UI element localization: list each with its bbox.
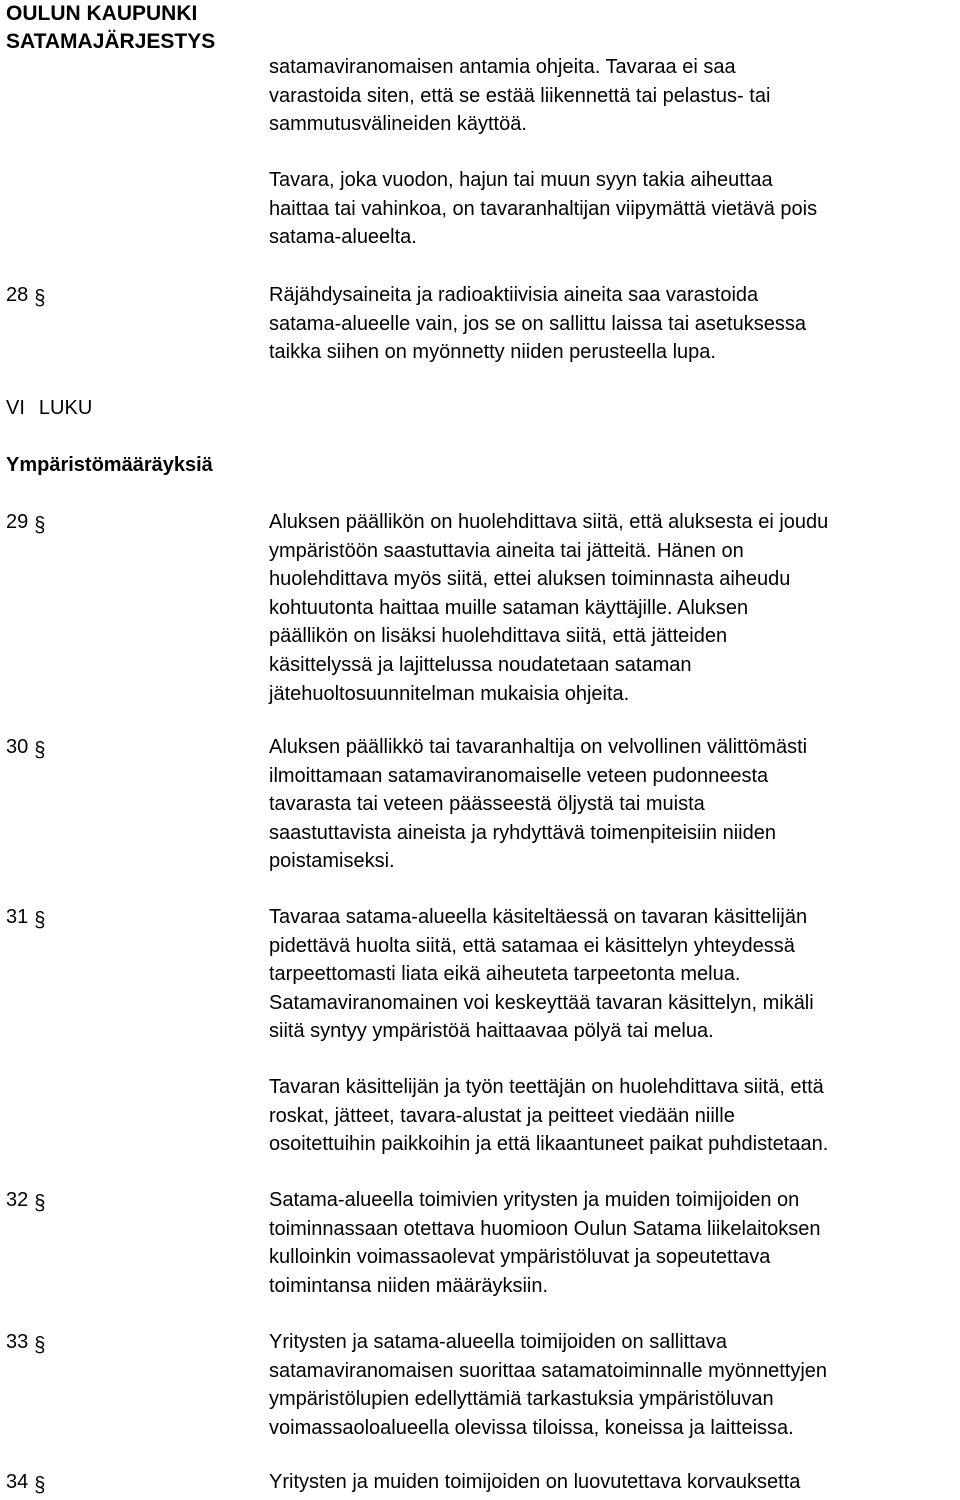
section-33-text: [269, 1328, 827, 1442]
header-title: SATAMAJÄRJESTYS: [6, 30, 216, 53]
text-line: ympäristöön saastuttavia aineita tai jätteitä. Hänen on: [269, 539, 744, 562]
section-32-text: [269, 1186, 820, 1300]
section-number-30: [6, 733, 45, 765]
text-line: käsittelyssä ja lajittelussa noudatetaan sataman: [269, 653, 692, 676]
text-line: osoitettuihin paikkoihin ja että likaantuneet paikat puhdistetaan.: [269, 1133, 829, 1156]
section-sign: §: [34, 1333, 46, 1357]
text-line: tavarasta tai veteen päässeestä öljystä tai muista: [269, 793, 705, 816]
section-number: 32: [6, 1189, 29, 1211]
text-line: Tavaraa satama-alueella käsiteltäessä on tavaran käsittelijän: [269, 906, 808, 928]
intro-paragraph-1: [269, 53, 770, 139]
section-number: 30: [6, 736, 29, 758]
text-line: poistamiseksi.: [269, 850, 395, 873]
section-sign: §: [34, 908, 46, 932]
document-header: [6, 0, 215, 56]
text-line: Satama-alueella toimivien yritysten ja muiden toimijoiden on: [269, 1189, 800, 1211]
section-sign: §: [34, 738, 46, 762]
section-number-34: [6, 1468, 45, 1500]
section-sign: §: [34, 286, 46, 310]
section-number: 29: [6, 511, 29, 533]
text-line: siitä syntyy ympäristöä haittaavaa pölyä tai melua.: [269, 1020, 714, 1043]
text-line: haittaa tai vahinkoa, on tavaranhaltijan viipymättä vietävä pois: [269, 197, 818, 220]
text-line: päällikön on lisäksi huolehdittava siitä, että jätteiden: [269, 625, 728, 648]
section-number: 31: [6, 906, 29, 928]
section-29-text: [269, 508, 828, 708]
text-line: satama-alueelle vain, jos se on sallittu laissa tai asetuksessa: [269, 312, 806, 335]
section-number-31: [6, 903, 45, 935]
header-city: OULUN KAUPUNKI: [6, 2, 198, 25]
text-line: pidettävä huolta siitä, että satamaa ei käsittelyn yhteydessä: [269, 934, 795, 957]
text-line: Tavaran käsittelijän ja työn teettäjän on huolehdittava siitä, että: [269, 1076, 824, 1098]
text-line: jätehuoltosuunnitelman mukaisia ohjeita.: [269, 682, 630, 705]
text-line: Satamaviranomainen voi keskeyttää tavaran käsittelyn, mikäli: [269, 991, 814, 1014]
intro-paragraph-2: [269, 166, 817, 252]
section-number: 33: [6, 1331, 29, 1353]
chapter-heading: [6, 394, 92, 422]
text-line: Yritysten ja muiden toimijoiden on luovutettava korvauksetta: [269, 1471, 801, 1493]
chapter-roman: VI: [6, 397, 25, 419]
section-sign: §: [34, 513, 46, 537]
text-line: roskat, jätteet, tavara-alustat ja peitteet viedään niille: [269, 1104, 735, 1127]
section-30-text: [269, 733, 807, 876]
section-number: 28: [6, 284, 29, 306]
text-line: Räjähdysaineita ja radioaktiivisia aineita saa varastoida: [269, 284, 759, 306]
text-line: ilmoittamaan satamaviranomaiselle veteen pudonneesta: [269, 764, 769, 787]
text-line: toiminnassaan otettava huomioon Oulun Satama liikelaitoksen: [269, 1217, 821, 1240]
text-line: Tavara, joka vuodon, hajun tai muun syyn takia aiheuttaa: [269, 169, 773, 191]
text-line: kohtuutonta haittaa muille sataman käyttäjille. Aluksen: [269, 596, 749, 619]
section-sign: §: [34, 1191, 46, 1215]
text-line: varastoida siten, että se estää liikennettä tai pelastus- tai: [269, 84, 771, 107]
text-line: satamaviranomaisen antamia ohjeita. Tavaraa ei saa: [269, 56, 736, 78]
section-34-text: [269, 1468, 800, 1497]
section-31-paragraph-2: [269, 1073, 828, 1159]
text-line: satama-alueelta.: [269, 226, 417, 249]
text-line: satamaviranomaisen suorittaa satamatoiminnalle myönnettyjen: [269, 1359, 828, 1382]
text-line: kulloinkin voimassaolevat ympäristöluvat ja sopeutettava: [269, 1246, 771, 1269]
text-line: tarpeettomasti liata eikä aiheuteta tarpeetonta melua.: [269, 963, 741, 986]
text-line: ympäristölupien edellyttämiä tarkastuksia ympäristöluvan: [269, 1388, 774, 1411]
text-line: sammutusvälineiden käyttöä.: [269, 113, 527, 136]
text-line: taikka siihen on myönnetty niiden perusteella lupa.: [269, 341, 716, 364]
text-line: saastuttavista aineista ja ryhdyttävä toimenpiteisiin niiden: [269, 821, 776, 844]
text-line: Aluksen päällikkö tai tavaranhaltija on velvollinen välittömästi: [269, 736, 808, 758]
section-28-text: [269, 281, 806, 367]
chapter-title: Ympäristömääräyksiä: [6, 454, 213, 476]
section-number-28: [6, 281, 45, 313]
section-31-text: [269, 903, 814, 1046]
section-number-33: [6, 1328, 45, 1360]
section-sign: §: [34, 1473, 46, 1497]
text-line: toimintansa niiden määräyksiin.: [269, 1274, 549, 1297]
section-number-29: [6, 508, 45, 540]
text-line: Yritysten ja satama-alueella toimijoiden on sallittava: [269, 1331, 728, 1353]
text-line: Aluksen päällikön on huolehdittava siitä, että aluksesta ei joudu: [269, 511, 829, 533]
chapter-word: LUKU: [38, 397, 93, 419]
section-number-32: [6, 1186, 45, 1218]
text-line: voimassaoloalueella olevissa tiloissa, koneissa ja laitteissa.: [269, 1416, 794, 1439]
section-number: 34: [6, 1471, 29, 1493]
text-line: huolehdittava myös siitä, ettei aluksen toiminnasta aiheudu: [269, 568, 791, 591]
